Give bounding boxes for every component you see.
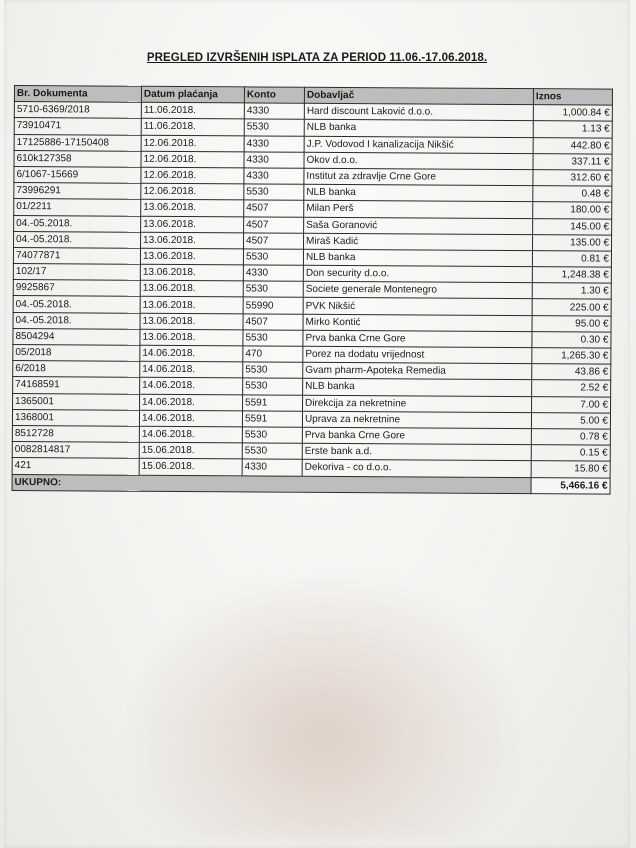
- cell-supplier: Hard discount Laković d.o.o.: [304, 103, 533, 121]
- cell-payment-date: 13.06.2018.: [141, 232, 244, 249]
- cell-supplier: Milan Perš: [304, 201, 533, 219]
- cell-payment-date: 13.06.2018.: [140, 329, 243, 346]
- cell-konto: 4330: [242, 459, 302, 476]
- cell-konto: 5530: [243, 249, 303, 266]
- cell-amount: 0.48 €: [533, 186, 612, 203]
- cell-payment-date: 12.06.2018.: [141, 135, 244, 152]
- cell-supplier: Institut za zdravlje Crne Gore: [304, 168, 533, 186]
- cell-konto: 5530: [243, 362, 303, 379]
- cell-supplier: Uprava za nekretnine: [302, 411, 531, 429]
- cell-konto: 5530: [243, 378, 303, 395]
- cell-amount: 1,000.84 €: [533, 105, 612, 122]
- cell-doc-number: 01/2211: [14, 199, 141, 216]
- cell-payment-date: 14.06.2018.: [140, 394, 243, 411]
- header-payment-date: Datum plaćanja: [141, 86, 244, 103]
- cell-payment-date: 14.06.2018.: [140, 361, 243, 378]
- cell-doc-number: 73910471: [14, 118, 141, 135]
- cell-amount: 337.11 €: [533, 153, 612, 170]
- cell-payment-date: 13.06.2018.: [141, 216, 244, 233]
- cell-payment-date: 11.06.2018.: [141, 102, 244, 119]
- cell-konto: 470: [243, 346, 303, 363]
- total-label: UKUPNO:: [12, 474, 531, 493]
- cell-payment-date: 12.06.2018.: [141, 183, 244, 200]
- cell-konto: 4330: [244, 168, 304, 185]
- total-amount: 5,466.16 €: [531, 477, 610, 494]
- cell-amount: 15.80 €: [531, 461, 610, 478]
- cell-doc-number: 6/2018: [13, 361, 140, 378]
- cell-konto: 5530: [242, 443, 302, 460]
- cell-konto: 5530: [243, 281, 303, 298]
- cell-supplier: Gvam pharm-Apoteka Remedia: [303, 362, 532, 380]
- cell-konto: 5530: [243, 330, 303, 347]
- cell-supplier: Mirko Kontić: [303, 314, 532, 332]
- cell-payment-date: 14.06.2018.: [140, 345, 243, 362]
- cell-amount: 1,265.30 €: [532, 348, 611, 365]
- cell-konto: 4507: [244, 233, 304, 250]
- cell-supplier: NLB banka: [304, 120, 533, 138]
- cell-supplier: NLB banka: [303, 249, 532, 267]
- cell-doc-number: 8512728: [12, 425, 139, 442]
- cell-doc-number: 421: [12, 458, 139, 475]
- cell-payment-date: 15.06.2018.: [139, 442, 242, 459]
- cell-doc-number: 8504294: [13, 328, 140, 345]
- cell-payment-date: 14.06.2018.: [139, 426, 242, 443]
- header-doc-number: Br. Dokumenta: [14, 86, 141, 103]
- cell-amount: 2.52 €: [532, 380, 611, 397]
- cell-payment-date: 13.06.2018.: [140, 281, 243, 298]
- cell-amount: 1.13 €: [533, 121, 612, 138]
- cell-konto: 4330: [243, 265, 303, 282]
- cell-konto: 5530: [244, 119, 304, 136]
- cell-doc-number: 610k127358: [14, 150, 141, 167]
- cell-supplier: Prva banka Crne Gore: [303, 330, 532, 348]
- cell-doc-number: 1365001: [13, 393, 140, 410]
- cell-payment-date: 13.06.2018.: [140, 313, 243, 330]
- cell-amount: 145.00 €: [533, 218, 612, 235]
- cell-konto: 4507: [244, 200, 304, 217]
- cell-konto: 55990: [243, 297, 303, 314]
- document-title: PREGLED IZVRŠENIH ISPLATA ZA PERIOD 11.06.-17.06.2018.: [146, 52, 488, 64]
- cell-supplier: PVK Nikšić: [303, 298, 532, 316]
- cell-doc-number: 04.-05.2018.: [14, 231, 141, 248]
- cell-supplier: Okov d.o.o.: [304, 152, 533, 170]
- cell-amount: 5.00 €: [531, 412, 610, 429]
- cell-amount: 225.00 €: [532, 299, 611, 316]
- cell-amount: 0.30 €: [532, 331, 611, 348]
- cell-supplier: Saša Goranović: [304, 217, 533, 235]
- cell-supplier: Prva banka Crne Gore: [302, 427, 531, 445]
- cell-payment-date: 14.06.2018.: [140, 378, 243, 395]
- cell-doc-number: 74077871: [13, 247, 140, 264]
- cell-supplier: NLB banka: [303, 379, 532, 397]
- cell-supplier: Societe generale Montenegro: [303, 282, 532, 300]
- cell-konto: 5530: [244, 184, 304, 201]
- cell-konto: 4330: [244, 103, 304, 120]
- header-supplier: Dobavljač: [304, 87, 533, 105]
- cell-supplier: J.P. Vodovod I kanalizacija Nikšić: [304, 136, 533, 154]
- cell-doc-number: 05/2018: [13, 344, 140, 361]
- cell-konto: 5591: [242, 411, 302, 428]
- cell-supplier: NLB banka: [304, 184, 533, 202]
- cell-konto: 4507: [244, 216, 304, 233]
- cell-amount: 442.80 €: [533, 137, 612, 154]
- cell-konto: 4507: [243, 314, 303, 331]
- header-amount: Iznos: [533, 89, 612, 106]
- cell-doc-number: 1368001: [12, 409, 139, 426]
- cell-amount: 135.00 €: [532, 234, 611, 251]
- cell-payment-date: 13.06.2018.: [140, 248, 243, 265]
- cell-payment-date: 15.06.2018.: [139, 459, 242, 476]
- cell-doc-number: 0082814817: [12, 442, 139, 459]
- cell-doc-number: 73996291: [14, 183, 141, 200]
- cell-doc-number: 04.-05.2018.: [14, 215, 141, 232]
- cell-doc-number: 9925867: [13, 280, 140, 297]
- payments-table: [12, 85, 613, 494]
- cell-konto: 4330: [244, 152, 304, 169]
- cell-supplier: Don security d.o.o.: [303, 265, 532, 283]
- cell-konto: 5591: [243, 394, 303, 411]
- cell-doc-number: 04.-05.2018.: [13, 296, 140, 313]
- cell-payment-date: 13.06.2018.: [141, 200, 244, 217]
- cell-payment-date: 14.06.2018.: [139, 410, 242, 427]
- cell-amount: 43.86 €: [532, 364, 611, 381]
- table-body: [12, 102, 612, 478]
- cell-payment-date: 12.06.2018.: [141, 167, 244, 184]
- cell-supplier: Porez na dodatu vrijednost: [303, 346, 532, 364]
- cell-payment-date: 11.06.2018.: [141, 119, 244, 136]
- paper-sheet: [4, 0, 630, 848]
- cell-amount: 0.15 €: [531, 445, 610, 462]
- cell-supplier: Miraš Kadić: [304, 233, 533, 251]
- cell-amount: 95.00 €: [532, 315, 611, 332]
- cell-doc-number: 74168591: [13, 377, 140, 394]
- cell-doc-number: 5710-6369/2018: [14, 102, 141, 119]
- cell-doc-number: 17125886-17150408: [14, 134, 141, 151]
- cell-amount: 7.00 €: [532, 396, 611, 413]
- total-row: [12, 474, 610, 494]
- smudge-shadow: [134, 580, 514, 840]
- cell-amount: 312.60 €: [533, 170, 612, 187]
- cell-supplier: Direkcija za nekretnine: [303, 395, 532, 413]
- cell-amount: 0.78 €: [531, 429, 610, 446]
- header-konto: Konto: [244, 87, 304, 104]
- cell-konto: 5530: [242, 427, 302, 444]
- cell-amount: 1.30 €: [532, 283, 611, 300]
- cell-konto: 4330: [244, 135, 304, 152]
- cell-doc-number: 6/1067-15669: [14, 166, 141, 183]
- cell-amount: 180.00 €: [533, 202, 612, 219]
- cell-payment-date: 12.06.2018.: [141, 151, 244, 168]
- cell-payment-date: 13.06.2018.: [140, 264, 243, 281]
- cell-doc-number: 102/17: [13, 264, 140, 281]
- cell-payment-date: 13.06.2018.: [140, 297, 243, 314]
- cell-amount: 0.81 €: [532, 251, 611, 268]
- cell-supplier: Erste bank a.d.: [302, 443, 531, 461]
- cell-supplier: Dekoriva - co d.o.o.: [302, 460, 531, 478]
- cell-doc-number: 04.-05.2018.: [13, 312, 140, 329]
- cell-amount: 1,248.38 €: [532, 267, 611, 284]
